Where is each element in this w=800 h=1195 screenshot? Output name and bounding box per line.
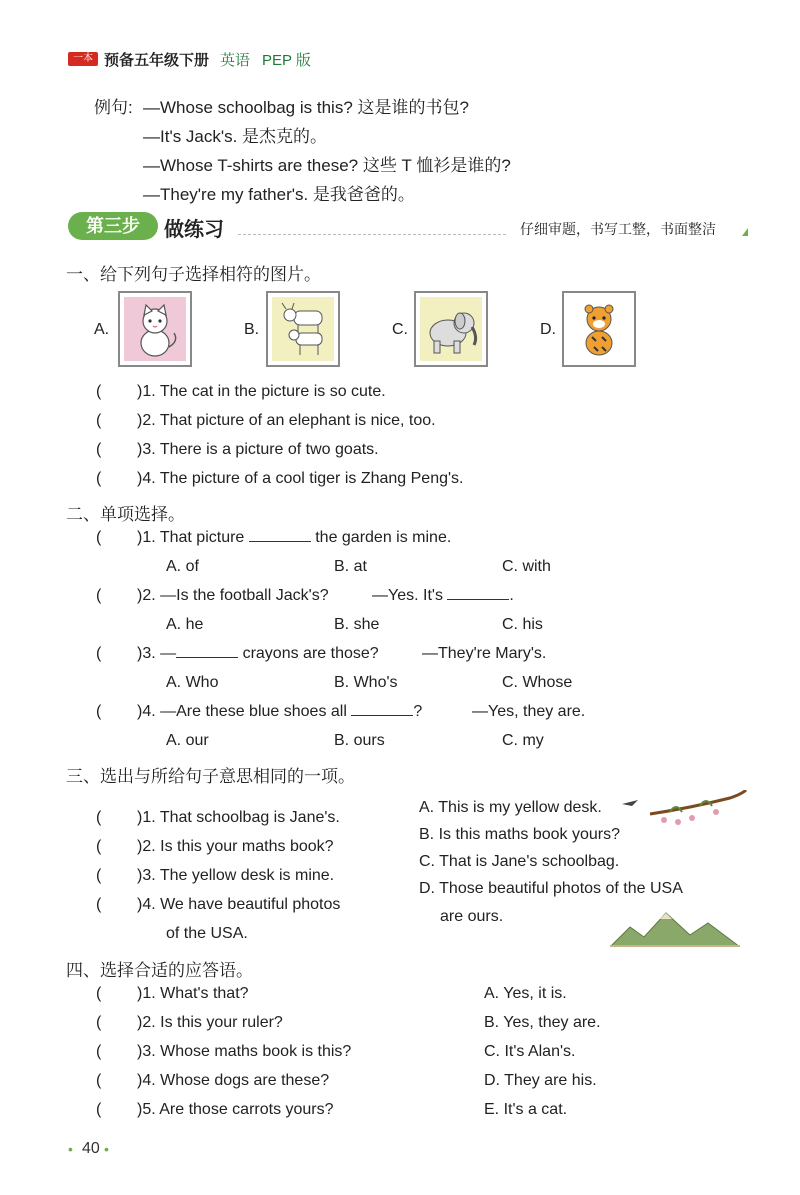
question-text: )1. That schoolbag is Jane's. bbox=[137, 809, 340, 826]
picture-label: A. bbox=[94, 321, 110, 338]
question-text: )1. What's that? bbox=[137, 985, 249, 1002]
answer-blank[interactable] bbox=[249, 541, 311, 542]
subject-label: 英语 bbox=[220, 52, 251, 69]
question-text bbox=[137, 703, 422, 721]
option-a: A. Who bbox=[166, 674, 219, 691]
option-b: B. Who's bbox=[334, 674, 398, 691]
match-option: B. Is this maths book yours? bbox=[419, 826, 620, 843]
answer-option: C. It's Alan's. bbox=[484, 1043, 576, 1060]
option-a: A. he bbox=[166, 616, 204, 633]
section1-title: 一、给下列句子选择相符的图片。 bbox=[66, 265, 321, 284]
elephant-icon bbox=[420, 297, 482, 361]
question-text bbox=[137, 645, 379, 663]
picture-goats bbox=[266, 291, 340, 367]
picture-cat bbox=[118, 291, 192, 367]
section4-title: 四、选择合适的应答语。 bbox=[66, 961, 253, 980]
picture-elephant bbox=[414, 291, 488, 367]
answer-paren[interactable]: ( bbox=[96, 645, 102, 662]
option-b: B. at bbox=[334, 558, 367, 575]
question-text: )2. —Is the football Jack's? bbox=[137, 587, 329, 604]
question-text-cont: of the USA. bbox=[166, 925, 248, 942]
option-a: A. our bbox=[166, 732, 209, 749]
picture-label: B. bbox=[244, 321, 260, 338]
match-option: C. That is Jane's schoolbag. bbox=[419, 853, 620, 870]
answer-option: B. Yes, they are. bbox=[484, 1014, 601, 1031]
answer-paren[interactable]: ( bbox=[96, 703, 102, 720]
question-post: ? bbox=[413, 703, 423, 720]
answer-option: D. They are his. bbox=[484, 1072, 597, 1089]
picture-label: C. bbox=[392, 321, 408, 338]
option-c: C. my bbox=[502, 732, 544, 749]
option-c: C. with bbox=[502, 558, 551, 575]
answer-paren[interactable]: ( bbox=[96, 441, 102, 458]
answer-paren[interactable]: ( bbox=[96, 809, 102, 826]
answer-blank[interactable] bbox=[176, 657, 238, 658]
book-title: 预备五年级下册 bbox=[104, 52, 210, 69]
answer-blank[interactable] bbox=[447, 599, 509, 600]
mountains-icon bbox=[610, 905, 740, 947]
question-post: crayons are those? bbox=[242, 645, 379, 662]
question-text: )3. There is a picture of two goats. bbox=[137, 441, 379, 458]
option-a: A. of bbox=[166, 558, 199, 575]
question-text: )2. Is this your maths book? bbox=[137, 838, 334, 855]
answer-paren[interactable]: ( bbox=[96, 838, 102, 855]
question-pre: )3. — bbox=[137, 645, 177, 662]
question-text: )2. That picture of an elephant is nice, too. bbox=[137, 412, 436, 429]
question-pre: )4. —Are these blue shoes all bbox=[137, 703, 347, 720]
series-badge: 一本 bbox=[68, 52, 98, 66]
question-text: )2. Is this your ruler? bbox=[137, 1014, 283, 1031]
question-mid: —Yes. It's bbox=[372, 587, 443, 604]
motto-mark-icon bbox=[742, 228, 748, 236]
step-divider bbox=[238, 234, 506, 235]
example-line: —Whose schoolbag is this? 这是谁的书包? bbox=[143, 98, 469, 117]
answer-paren[interactable]: ( bbox=[96, 1101, 102, 1118]
question-tail: —Yes, they are. bbox=[472, 703, 586, 720]
question-text: )4. Whose dogs are these? bbox=[137, 1072, 330, 1089]
example-line: —Whose T-shirts are these? 这些 T 恤衫是谁的? bbox=[143, 156, 511, 175]
step-pill: 第三步 bbox=[68, 212, 158, 240]
tiger-icon bbox=[568, 297, 630, 361]
option-b: B. she bbox=[334, 616, 380, 633]
question-text: )5. Are those carrots yours? bbox=[137, 1101, 334, 1118]
question-tail: —They're Mary's. bbox=[422, 645, 547, 662]
question-text: )3. Whose maths book is this? bbox=[137, 1043, 352, 1060]
example-line: —They're my father's. 是我爸爸的。 bbox=[143, 185, 415, 204]
answer-option: A. Yes, it is. bbox=[484, 985, 567, 1002]
question-text: )1. The cat in the picture is so cute. bbox=[137, 383, 386, 400]
question-text: )4. We have beautiful photos bbox=[137, 896, 341, 913]
question-text: )3. The yellow desk is mine. bbox=[137, 867, 335, 884]
match-option: A. This is my yellow desk. bbox=[419, 799, 602, 816]
answer-paren[interactable]: ( bbox=[96, 412, 102, 429]
step-motto: 仔细审题，书写工整，书面整洁 bbox=[520, 222, 716, 238]
page-dot-icon: • bbox=[104, 1141, 109, 1157]
page-number: 40 bbox=[82, 1140, 100, 1157]
answer-paren[interactable]: ( bbox=[96, 896, 102, 913]
answer-paren[interactable]: ( bbox=[96, 985, 102, 1002]
cat-icon bbox=[124, 297, 186, 361]
answer-paren[interactable]: ( bbox=[96, 470, 102, 487]
answer-blank[interactable] bbox=[351, 715, 413, 716]
answer-paren[interactable]: ( bbox=[96, 587, 102, 604]
step-title: 做练习 bbox=[164, 219, 224, 241]
branch-bird-icon bbox=[620, 790, 750, 830]
answer-paren[interactable]: ( bbox=[96, 1043, 102, 1060]
question-post: . bbox=[509, 587, 514, 604]
answer-paren[interactable]: ( bbox=[96, 383, 102, 400]
answer-paren[interactable]: ( bbox=[96, 867, 102, 884]
section3-title: 三、选出与所给句子意思相同的一项。 bbox=[66, 767, 355, 786]
picture-label: D. bbox=[540, 321, 556, 338]
question-text: )4. The picture of a cool tiger is Zhang Peng's. bbox=[137, 470, 464, 487]
match-option-cont: are ours. bbox=[440, 908, 504, 925]
picture-tiger bbox=[562, 291, 636, 367]
question-text bbox=[137, 529, 451, 547]
example-label: 例句: bbox=[94, 98, 133, 117]
section2-title: 二、单项选择。 bbox=[66, 505, 185, 524]
option-c: C. his bbox=[502, 616, 543, 633]
answer-option: E. It's a cat. bbox=[484, 1101, 568, 1118]
page-dot-icon: • bbox=[68, 1141, 73, 1157]
question-post: the garden is mine. bbox=[315, 529, 452, 546]
answer-paren[interactable]: ( bbox=[96, 1014, 102, 1031]
question-text bbox=[372, 587, 514, 605]
goats-icon bbox=[272, 297, 334, 361]
option-b: B. ours bbox=[334, 732, 385, 749]
question-pre: )1. That picture bbox=[137, 529, 245, 546]
edition-label: PEP 版 bbox=[262, 52, 311, 69]
answer-paren[interactable]: ( bbox=[96, 529, 102, 546]
example-line: —It's Jack's. 是杰克的。 bbox=[143, 127, 328, 146]
answer-paren[interactable]: ( bbox=[96, 1072, 102, 1089]
option-c: C. Whose bbox=[502, 674, 573, 691]
match-option: D. Those beautiful photos of the USA bbox=[419, 880, 683, 897]
